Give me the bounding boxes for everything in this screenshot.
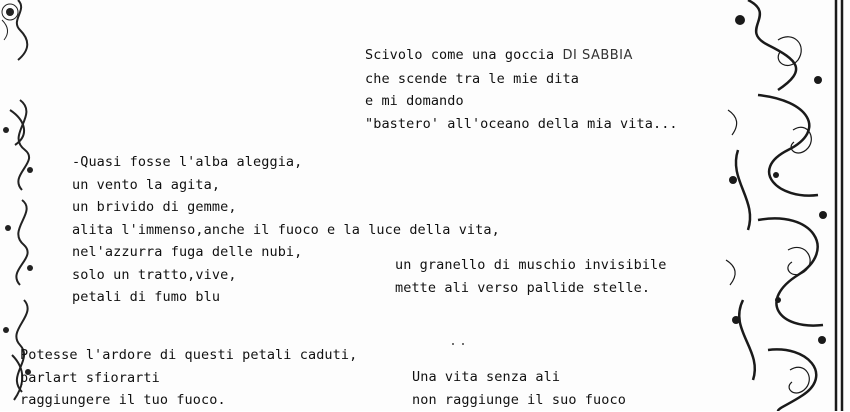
scan-speck xyxy=(452,343,454,345)
poem-alba-line-3: un brivido di gemme, xyxy=(72,199,237,215)
poem-muschio-line-1: un granello di muschio invisibile xyxy=(395,257,667,273)
poem-alba-line-6: solo un tratto,vive, xyxy=(72,266,237,283)
poem-vita-senza-ali xyxy=(412,366,626,411)
poem-alba-line-5: nel'azzurra fuga delle nubi, xyxy=(72,244,303,260)
poem-muschio-line-2: mette ali verso pallide stelle. xyxy=(395,279,651,296)
poem-goccia-line-3: e mi domando xyxy=(365,93,464,109)
poem-goccia xyxy=(365,44,678,135)
poem-muschio xyxy=(395,254,667,299)
poem-goccia-line-2: che scende tra le mie dita xyxy=(365,70,579,87)
handwritten-annotation: DI SABBIA xyxy=(562,48,633,63)
poem-alba-line-7: petali di fumo blu xyxy=(72,289,221,305)
poem-ardore xyxy=(20,344,357,412)
poem-goccia-line-4: "bastero' all'oceano della mia vita... xyxy=(365,115,678,132)
poem-ardore-line-1: Potesse l'ardore di questi petali caduti, xyxy=(20,347,358,363)
poem-alba-line-2: un vento la agita, xyxy=(72,176,221,193)
poem-vita-line-1: Una vita senza ali xyxy=(412,369,561,385)
poem-vita-line-2: non raggiunge il suo fuoco xyxy=(412,391,626,408)
poem-alba-line-1: -Quasi fosse l'alba aleggia, xyxy=(72,154,303,170)
poem-ardore-line-2: parlart sfiorarti xyxy=(20,369,160,386)
scan-speck xyxy=(462,343,464,345)
right-floral-border-icon xyxy=(718,0,850,411)
poem-ardore-line-3: raggiungere il tuo fuoco. xyxy=(20,392,226,408)
poem-goccia-line-1: Scivolo come una goccia DI SABBIA xyxy=(365,47,633,63)
poem-alba-line-4: alita l'immenso,anche il fuoco e la luce della vita, xyxy=(72,221,500,238)
